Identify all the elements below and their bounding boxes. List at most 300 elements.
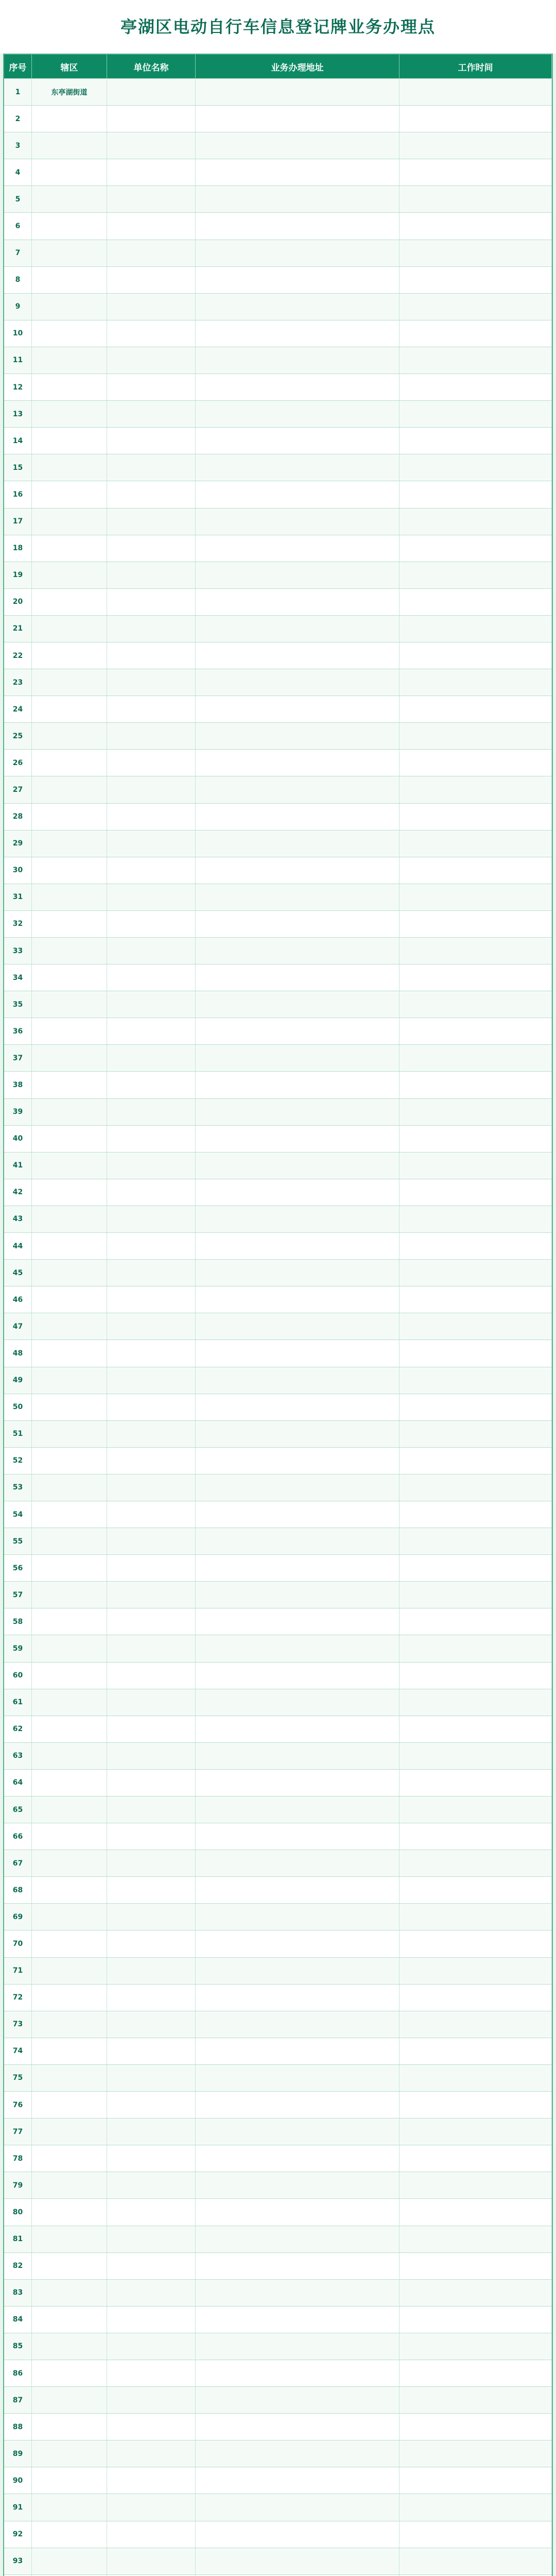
table-row bbox=[4, 240, 552, 266]
cell-district bbox=[32, 1206, 107, 1232]
cell-address bbox=[196, 2414, 399, 2440]
cell-unit bbox=[107, 2011, 196, 2038]
table-row bbox=[4, 1340, 552, 1366]
cell-district bbox=[32, 1904, 107, 1930]
cell-address bbox=[196, 1797, 399, 1823]
cell-address bbox=[196, 1179, 399, 1206]
table-row bbox=[4, 2494, 552, 2520]
cell-index: 41 bbox=[4, 1153, 32, 1179]
cell-hours bbox=[399, 1475, 552, 1501]
cell-address bbox=[196, 1340, 399, 1366]
cell-district bbox=[32, 696, 107, 722]
cell-hours bbox=[399, 1286, 552, 1313]
cell-index: 49 bbox=[4, 1367, 32, 1394]
table-row bbox=[4, 1125, 552, 1152]
cell-district bbox=[32, 964, 107, 991]
cell-address bbox=[196, 2145, 399, 2172]
table-row bbox=[4, 1930, 552, 1957]
table-row bbox=[4, 1581, 552, 1608]
table-row bbox=[4, 185, 552, 212]
table-row bbox=[4, 159, 552, 185]
cell-unit bbox=[107, 831, 196, 857]
table-row bbox=[4, 1501, 552, 1528]
cell-hours bbox=[399, 831, 552, 857]
cell-index: 88 bbox=[4, 2414, 32, 2440]
cell-hours bbox=[399, 2280, 552, 2306]
cell-index: 39 bbox=[4, 1099, 32, 1125]
cell-hours bbox=[399, 320, 552, 347]
cell-unit bbox=[107, 616, 196, 642]
cell-district bbox=[32, 723, 107, 749]
cell-unit bbox=[107, 2521, 196, 2548]
cell-hours bbox=[399, 1072, 552, 1098]
cell-index: 4 bbox=[4, 159, 32, 185]
cell-address bbox=[196, 1823, 399, 1850]
cell-address bbox=[196, 2494, 399, 2520]
page-title: 亭湖区电动自行车信息登记牌业务办理点 bbox=[0, 0, 556, 54]
cell-hours bbox=[399, 1850, 552, 1876]
cell-hours bbox=[399, 132, 552, 159]
cell-unit bbox=[107, 562, 196, 588]
cell-address bbox=[196, 964, 399, 991]
cell-address bbox=[196, 1286, 399, 1313]
cell-address bbox=[196, 320, 399, 347]
cell-index: 74 bbox=[4, 2038, 32, 2064]
cell-unit bbox=[107, 481, 196, 507]
cell-district bbox=[32, 857, 107, 884]
cell-index: 17 bbox=[4, 509, 32, 535]
cell-unit bbox=[107, 320, 196, 347]
cell-unit bbox=[107, 1716, 196, 1742]
table-row bbox=[4, 535, 552, 562]
cell-hours bbox=[399, 1743, 552, 1769]
cell-unit bbox=[107, 347, 196, 374]
cell-index: 84 bbox=[4, 2307, 32, 2333]
table-row bbox=[4, 1018, 552, 1044]
cell-unit bbox=[107, 1958, 196, 1984]
cell-unit bbox=[107, 240, 196, 266]
cell-index: 93 bbox=[4, 2548, 32, 2574]
cell-index: 80 bbox=[4, 2199, 32, 2225]
cell-index: 67 bbox=[4, 1850, 32, 1876]
cell-hours bbox=[399, 804, 552, 830]
cell-address bbox=[196, 1850, 399, 1876]
cell-hours bbox=[399, 1099, 552, 1125]
cell-hours bbox=[399, 616, 552, 642]
cell-unit bbox=[107, 374, 196, 400]
cell-index: 92 bbox=[4, 2521, 32, 2548]
cell-unit bbox=[107, 267, 196, 293]
cell-index: 83 bbox=[4, 2280, 32, 2306]
cell-hours bbox=[399, 1367, 552, 1394]
cell-hours bbox=[399, 2226, 552, 2252]
table-row bbox=[4, 212, 552, 239]
cell-address bbox=[196, 79, 399, 105]
table-row bbox=[4, 1313, 552, 1340]
cell-hours bbox=[399, 535, 552, 562]
cell-address bbox=[196, 2092, 399, 2118]
table-row bbox=[4, 1206, 552, 1232]
cell-index: 47 bbox=[4, 1313, 32, 1340]
table-row bbox=[4, 1232, 552, 1259]
cell-address bbox=[196, 1528, 399, 1554]
table-row bbox=[4, 2226, 552, 2252]
cell-unit bbox=[107, 750, 196, 776]
cell-unit bbox=[107, 1930, 196, 1957]
cell-address bbox=[196, 1904, 399, 1930]
cell-unit bbox=[107, 1797, 196, 1823]
cell-unit bbox=[107, 2092, 196, 2118]
cell-unit bbox=[107, 1260, 196, 1286]
cell-unit bbox=[107, 2145, 196, 2172]
cell-district bbox=[32, 804, 107, 830]
cell-hours bbox=[399, 267, 552, 293]
cell-unit bbox=[107, 1394, 196, 1420]
header-address: 业务办理地址 bbox=[196, 55, 399, 78]
cell-index: 33 bbox=[4, 938, 32, 964]
table-row bbox=[4, 1044, 552, 1071]
cell-unit bbox=[107, 1179, 196, 1206]
cell-hours bbox=[399, 2307, 552, 2333]
cell-index: 8 bbox=[4, 267, 32, 293]
cell-index: 29 bbox=[4, 831, 32, 857]
cell-hours bbox=[399, 2199, 552, 2225]
cell-unit bbox=[107, 1850, 196, 1876]
cell-address bbox=[196, 347, 399, 374]
table-row bbox=[4, 2521, 552, 2548]
cell-address bbox=[196, 1045, 399, 1071]
cell-hours bbox=[399, 1904, 552, 1930]
cell-index: 57 bbox=[4, 1582, 32, 1608]
table-row bbox=[4, 1769, 552, 1796]
cell-unit bbox=[107, 776, 196, 803]
cell-unit bbox=[107, 1367, 196, 1394]
cell-index: 6 bbox=[4, 213, 32, 239]
cell-address bbox=[196, 1743, 399, 1769]
cell-unit bbox=[107, 723, 196, 749]
cell-address bbox=[196, 1421, 399, 1447]
cell-index: 81 bbox=[4, 2226, 32, 2252]
cell-index: 90 bbox=[4, 2467, 32, 2494]
cell-index: 23 bbox=[4, 669, 32, 696]
cell-district bbox=[32, 2360, 107, 2386]
cell-index: 62 bbox=[4, 1716, 32, 1742]
cell-index: 73 bbox=[4, 2011, 32, 2038]
cell-unit bbox=[107, 2119, 196, 2145]
cell-index: 44 bbox=[4, 1233, 32, 1259]
cell-address bbox=[196, 2253, 399, 2279]
cell-hours bbox=[399, 1930, 552, 1957]
cell-hours bbox=[399, 1877, 552, 1903]
cell-index: 35 bbox=[4, 991, 32, 1018]
cell-hours bbox=[399, 911, 552, 937]
table-row bbox=[4, 374, 552, 400]
cell-hours bbox=[399, 1448, 552, 1474]
cell-index: 46 bbox=[4, 1286, 32, 1313]
cell-index: 15 bbox=[4, 454, 32, 481]
cell-hours bbox=[399, 2092, 552, 2118]
table-row bbox=[4, 2306, 552, 2333]
cell-unit bbox=[107, 1448, 196, 1474]
table-row bbox=[4, 1742, 552, 1769]
cell-hours bbox=[399, 347, 552, 374]
cell-hours bbox=[399, 481, 552, 507]
cell-address bbox=[196, 938, 399, 964]
cell-hours bbox=[399, 1797, 552, 1823]
cell-address bbox=[196, 2172, 399, 2198]
table-row bbox=[4, 884, 552, 910]
table-row bbox=[4, 1098, 552, 1125]
table-row bbox=[4, 2064, 552, 2091]
cell-index: 3 bbox=[4, 132, 32, 159]
cell-district bbox=[32, 481, 107, 507]
table-row bbox=[4, 1608, 552, 1635]
cell-hours bbox=[399, 2333, 552, 2360]
header-index: 序号 bbox=[4, 55, 32, 78]
cell-district bbox=[32, 240, 107, 266]
cell-district bbox=[32, 1340, 107, 1366]
header-unit: 单位名称 bbox=[107, 55, 196, 78]
cell-hours bbox=[399, 1340, 552, 1366]
cell-address bbox=[196, 267, 399, 293]
table-row bbox=[4, 454, 552, 481]
table-row bbox=[4, 320, 552, 347]
cell-district bbox=[32, 831, 107, 857]
cell-address bbox=[196, 1126, 399, 1152]
table-row bbox=[4, 2467, 552, 2494]
cell-address bbox=[196, 2521, 399, 2548]
cell-hours bbox=[399, 1126, 552, 1152]
cell-index: 45 bbox=[4, 1260, 32, 1286]
table-row bbox=[4, 2333, 552, 2360]
cell-hours bbox=[399, 1233, 552, 1259]
table-row bbox=[4, 937, 552, 964]
cell-unit bbox=[107, 1475, 196, 1501]
cell-index: 48 bbox=[4, 1340, 32, 1366]
cell-district bbox=[32, 1018, 107, 1044]
cell-district bbox=[32, 1179, 107, 1206]
cell-address bbox=[196, 481, 399, 507]
cell-address bbox=[196, 1608, 399, 1635]
cell-unit bbox=[107, 2387, 196, 2413]
header-district: 辖区 bbox=[32, 55, 107, 78]
cell-district bbox=[32, 1286, 107, 1313]
table-row bbox=[4, 132, 552, 159]
cell-hours bbox=[399, 374, 552, 400]
service-point-table bbox=[3, 54, 553, 2576]
cell-district bbox=[32, 1877, 107, 1903]
cell-district bbox=[32, 1528, 107, 1554]
cell-hours bbox=[399, 1716, 552, 1742]
cell-hours bbox=[399, 2360, 552, 2386]
cell-district bbox=[32, 2172, 107, 2198]
cell-address bbox=[196, 2199, 399, 2225]
cell-index: 10 bbox=[4, 320, 32, 347]
cell-index: 28 bbox=[4, 804, 32, 830]
cell-index: 85 bbox=[4, 2333, 32, 2360]
cell-district bbox=[32, 294, 107, 320]
cell-unit bbox=[107, 213, 196, 239]
cell-index: 14 bbox=[4, 428, 32, 454]
cell-district bbox=[32, 1448, 107, 1474]
cell-index: 60 bbox=[4, 1663, 32, 1689]
cell-index: 53 bbox=[4, 1475, 32, 1501]
cell-hours bbox=[399, 1501, 552, 1528]
cell-address bbox=[196, 884, 399, 910]
cell-hours bbox=[399, 991, 552, 1018]
cell-unit bbox=[107, 1421, 196, 1447]
cell-address bbox=[196, 1206, 399, 1232]
table-body bbox=[4, 78, 552, 2576]
cell-hours bbox=[399, 1260, 552, 1286]
cell-unit bbox=[107, 2307, 196, 2333]
cell-unit bbox=[107, 1126, 196, 1152]
cell-district bbox=[32, 616, 107, 642]
cell-district bbox=[32, 2038, 107, 2064]
table-row bbox=[4, 1286, 552, 1313]
table-row bbox=[4, 1394, 552, 1420]
cell-index: 31 bbox=[4, 884, 32, 910]
cell-district bbox=[32, 2441, 107, 2467]
cell-address bbox=[196, 642, 399, 669]
cell-address bbox=[196, 1663, 399, 1689]
cell-address bbox=[196, 2333, 399, 2360]
cell-hours bbox=[399, 213, 552, 239]
cell-hours bbox=[399, 401, 552, 427]
cell-index: 30 bbox=[4, 857, 32, 884]
table-row bbox=[4, 749, 552, 776]
cell-address bbox=[196, 213, 399, 239]
cell-hours bbox=[399, 1153, 552, 1179]
cell-district bbox=[32, 1421, 107, 1447]
table-row bbox=[4, 347, 552, 374]
cell-index: 13 bbox=[4, 401, 32, 427]
cell-hours bbox=[399, 1018, 552, 1044]
table-row bbox=[4, 1554, 552, 1581]
cell-hours bbox=[399, 1313, 552, 1340]
cell-unit bbox=[107, 186, 196, 212]
cell-hours bbox=[399, 642, 552, 669]
cell-hours bbox=[399, 1985, 552, 2011]
cell-unit bbox=[107, 2199, 196, 2225]
cell-district bbox=[32, 2333, 107, 2360]
cell-address bbox=[196, 2360, 399, 2386]
cell-district bbox=[32, 642, 107, 669]
cell-unit bbox=[107, 1286, 196, 1313]
cell-district bbox=[32, 401, 107, 427]
cell-address bbox=[196, 509, 399, 535]
cell-index: 7 bbox=[4, 240, 32, 266]
table-row bbox=[4, 669, 552, 696]
cell-index: 55 bbox=[4, 1528, 32, 1554]
cell-unit bbox=[107, 1985, 196, 2011]
cell-index: 40 bbox=[4, 1126, 32, 1152]
cell-district bbox=[32, 2226, 107, 2252]
cell-hours bbox=[399, 1663, 552, 1689]
cell-district bbox=[32, 2092, 107, 2118]
cell-address bbox=[196, 132, 399, 159]
table-row bbox=[4, 830, 552, 857]
table-row bbox=[4, 910, 552, 937]
cell-index: 38 bbox=[4, 1072, 32, 1098]
cell-index: 77 bbox=[4, 2119, 32, 2145]
cell-index: 20 bbox=[4, 589, 32, 615]
cell-index: 59 bbox=[4, 1635, 32, 1662]
cell-address bbox=[196, 1367, 399, 1394]
table-row bbox=[4, 776, 552, 803]
cell-address bbox=[196, 696, 399, 722]
cell-district bbox=[32, 1608, 107, 1635]
cell-address bbox=[196, 2548, 399, 2574]
table-row bbox=[4, 1662, 552, 1689]
cell-unit bbox=[107, 1555, 196, 1581]
cell-address bbox=[196, 1018, 399, 1044]
cell-address bbox=[196, 2441, 399, 2467]
cell-address bbox=[196, 294, 399, 320]
table-row bbox=[4, 1876, 552, 1903]
table-row bbox=[4, 1420, 552, 1447]
cell-district bbox=[32, 1394, 107, 1420]
cell-address bbox=[196, 106, 399, 132]
cell-district bbox=[32, 186, 107, 212]
cell-district bbox=[32, 2280, 107, 2306]
cell-index: 58 bbox=[4, 1608, 32, 1635]
cell-address bbox=[196, 1635, 399, 1662]
cell-district bbox=[32, 1233, 107, 1259]
cell-index: 56 bbox=[4, 1555, 32, 1581]
cell-index: 76 bbox=[4, 2092, 32, 2118]
cell-hours bbox=[399, 1394, 552, 1420]
cell-district bbox=[32, 669, 107, 696]
cell-address bbox=[196, 589, 399, 615]
cell-hours bbox=[399, 696, 552, 722]
cell-index: 43 bbox=[4, 1206, 32, 1232]
cell-district bbox=[32, 374, 107, 400]
cell-index: 25 bbox=[4, 723, 32, 749]
cell-hours bbox=[399, 857, 552, 884]
table-row bbox=[4, 615, 552, 642]
cell-unit bbox=[107, 1072, 196, 1098]
cell-index: 70 bbox=[4, 1930, 32, 1957]
table-row bbox=[4, 1528, 552, 1554]
table-row bbox=[4, 1823, 552, 1850]
cell-unit bbox=[107, 669, 196, 696]
cell-hours bbox=[399, 159, 552, 185]
cell-district bbox=[32, 1475, 107, 1501]
cell-unit bbox=[107, 2038, 196, 2064]
cell-district bbox=[32, 1797, 107, 1823]
cell-district bbox=[32, 1985, 107, 2011]
table-row bbox=[4, 481, 552, 507]
cell-address bbox=[196, 857, 399, 884]
cell-index: 91 bbox=[4, 2494, 32, 2520]
cell-address bbox=[196, 1958, 399, 1984]
table-row bbox=[4, 2386, 552, 2413]
table-row bbox=[4, 105, 552, 132]
cell-district bbox=[32, 562, 107, 588]
cell-address bbox=[196, 1475, 399, 1501]
cell-index: 89 bbox=[4, 2441, 32, 2467]
cell-unit bbox=[107, 2280, 196, 2306]
table-row bbox=[4, 1447, 552, 1474]
cell-district bbox=[32, 213, 107, 239]
table-row bbox=[4, 1796, 552, 1823]
cell-hours bbox=[399, 562, 552, 588]
cell-index: 63 bbox=[4, 1743, 32, 1769]
cell-hours bbox=[399, 2548, 552, 2574]
cell-hours bbox=[399, 2414, 552, 2440]
cell-index: 71 bbox=[4, 1958, 32, 1984]
